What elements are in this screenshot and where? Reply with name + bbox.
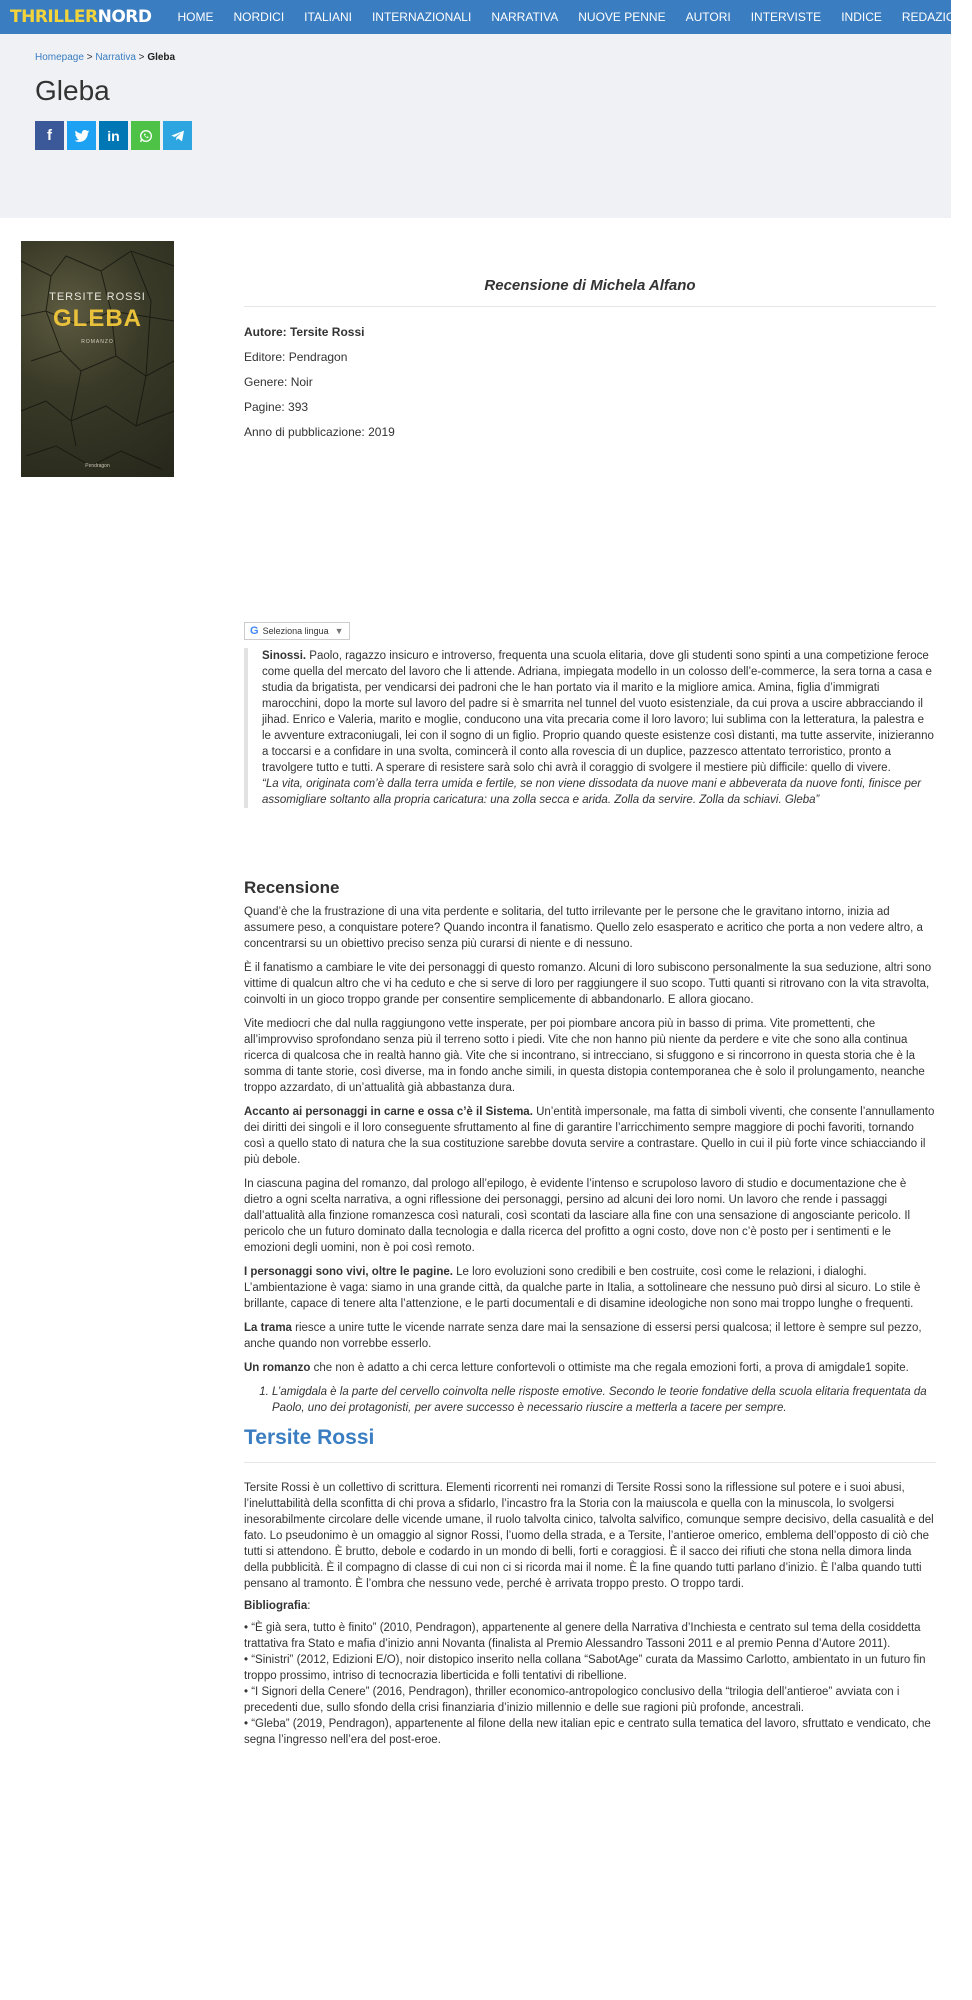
nav-item-nuove-penne[interactable]: NUOVE PENNE: [578, 10, 666, 24]
author-section: [244, 1480, 936, 1748]
review-heading: Recensione: [244, 878, 340, 897]
author-heading: Tersite Rossi: [244, 1426, 936, 1463]
telegram-share-button[interactable]: [163, 121, 192, 150]
facebook-share-button[interactable]: [35, 121, 64, 150]
book-cover: [21, 241, 174, 477]
breadcrumb-home-link[interactable]: Homepage: [35, 52, 84, 63]
whatsapp-share-button[interactable]: [131, 121, 160, 150]
bibliography-heading: Bibliografia: [244, 1600, 308, 1612]
detail-pages: Pagine: 393: [244, 400, 309, 414]
breadcrumb: [35, 52, 951, 63]
nav-item-nordici[interactable]: NORDICI: [233, 10, 285, 24]
bibliography-item: • “Gleba” (2019, Pendragon), appartenente al filone della new italian epic e centrato sulla tematica del lavoro, sfruttato e vendicato, che segna l’ingresso nell’era del post-eroe.: [244, 1718, 931, 1746]
top-navigation: [0, 0, 972, 34]
chevron-down-icon: ▼: [334, 626, 344, 636]
telegram-icon: [170, 128, 186, 144]
page-title: Gleba: [35, 75, 110, 106]
footnotes: [272, 1384, 936, 1416]
book-details: [244, 324, 395, 449]
nav-item-interviste[interactable]: INTERVISTE: [750, 10, 822, 24]
cover-subtitle: ROMANZO: [81, 339, 114, 345]
linkedin-icon: in: [107, 127, 120, 144]
cover-texture: [21, 241, 174, 477]
synopsis-text: [262, 648, 936, 776]
review-paragraph: [244, 1360, 936, 1376]
review-author: Recensione di Michela Alfano: [244, 277, 936, 307]
twitter-share-button[interactable]: [67, 121, 96, 150]
synopsis-block: [244, 648, 936, 808]
google-icon: G: [250, 625, 259, 637]
facebook-icon: f: [47, 127, 52, 144]
detail-author: Autore: Tersite Rossi: [244, 325, 365, 339]
synopsis-body: Paolo, ragazzo insicuro e introverso, frequenta una scuola elitaria, dove gli studenti sono spinti a una competizione feroce come quella del mercato del lavoro che li attende. Adriana, impiegata modello in un colosso dell’e-commerce, la sera torna a casa e studia da brigatista, per vendicarsi dei padroni che le han portato via il marito e la migliore amica. Amina, figlia d’immigrati marocchini, dopo la morte sul lavoro del padre si è smarrita nel tunnel del vuoto esistenziale, da cui prova a uscire abbracciando il jihad. Enrico e Valeria, marito e moglie, conducono una vita precaria come il loro lavoro; lui sublima con la letteratura, la palestra e le avventure extraconiugali, lei con il sogno di un figlio. Proprio quando queste esistenze così distanti, ma tutte asservite, inizieranno a toccarsi e a confidare in una svolta, comincerà il conto alla rovescia di un duplice, pazzesco attentato terroristico, pronto a travolgere tutto e tutti. A sperare di resistere sarà solo chi avrà il coraggio di svolgere il mestiere più difficile: quello di vivere.: [262, 650, 934, 774]
breadcrumb-narrativa-link[interactable]: Narrativa: [95, 52, 136, 63]
cover-publisher: Pendragon: [85, 463, 110, 469]
footnote-item: 1. L’amigdala è la parte del cervello coinvolta nelle risposte emotive. Secondo le teorie fondative della scuola elitaria frequentata da Paolo, uno dei protagonisti, per avere successo è necessario riuscire a metterla a tacere per sempre.: [272, 1384, 936, 1416]
nav-item-autori[interactable]: AUTORI: [685, 10, 731, 24]
bibliography-item: • “È già sera, tutto è finito” (2010, Pendragon), appartenente al genere della Narrativa d’Inchiesta e centrato sul tema della cosiddetta trattativa fra Stato e mafia d’inizio anni Novanta (finalista al Premio Alessandro Tassoni 2011 e al premio Penna d’Autore 2011).: [244, 1622, 921, 1650]
breadcrumb-separator: >: [83, 52, 96, 63]
linkedin-share-button[interactable]: [99, 121, 128, 150]
cover-author: TERSITE ROSSI: [49, 291, 146, 303]
breadcrumb-separator: >: [135, 52, 148, 63]
cover-title: GLEBA: [53, 305, 142, 332]
nav-item-italiani[interactable]: ITALIANI: [304, 10, 352, 24]
detail-year: Anno di pubblicazione: 2019: [244, 425, 395, 439]
nav-item-redazione[interactable]: REDAZIONE: [901, 10, 972, 24]
bibliography-item: • “Sinistri” (2012, Edizioni E/O), noir distopico inserito nella collana “SabotAge” curata da Massimo Carlotto, ambientato in un futuro fin troppo prossimo, intriso di tecnocrazia liberticida e folli tentativi di ribellione.: [244, 1654, 926, 1682]
review-paragraph: È il fanatismo a cambiare le vite dei personaggi di questo romanzo. Alcuni di loro subiscono personalmente la sua seduzione, altri sono vittime di qualcun altro che vi ha ceduto e che si serve di loro per raggiungere il suo scopo. Tutti quanti si ritrovano con la vita stravolta, coinvolti in un gioco troppo grande per consentire semplicemente di abbandonarlo. E allora giocano.: [244, 962, 932, 1006]
language-select[interactable]: [244, 622, 350, 640]
review-paragraph-text: Un’entità impersonale, ma fatta di simboli viventi, che consente l’annullamento dei diritti dei singoli e il loro conseguente sfruttamento al fine di garantire l’arricchimento sempre maggiore di pochi favoriti, tornando così a quello stato di natura che la sua costituzione sarebbe dovuta servire a contrastare. Quello in cui il più forte vince schiacciando il più debole.: [244, 1106, 935, 1166]
review-paragraph-lead: La trama: [244, 1322, 292, 1334]
review-paragraph-lead: I personaggi sono vivi, oltre le pagine.: [244, 1266, 453, 1278]
detail-genre: Genere: Noir: [244, 375, 313, 389]
review-paragraph-text: Le loro evoluzioni sono credibili e ben costruite, così come le relazioni, i dialoghi. L’ambientazione è vaga: siamo in una grande città, da qualche parte in Italia, a sottolineare che nessuno può dirsi al sicuro. Lo stile è brillante, capace di tenere alta l’attenzione, e le parti documentali e di disamine ideologiche non sono mai troppo lunghe o frequenti.: [244, 1266, 921, 1310]
review-paragraph: In ciascuna pagina del romanzo, dal prologo all’epilogo, è evidente l’intenso e scrupoloso lavoro di studio e documentazione che è dietro a ogni scelta narrativa, a ogni riflessione dei personaggi, persino ad alcuni dei loro nomi. Un lavoro che rende i passaggi dall’attualità alla finzione romanzesca così naturali, così scontati da lasciare alla fine con una sensazione di angosciante pericolo. Il pericolo che un futuro dominato dalla tecnologia e dalla ricerca del profitto a ogni costo, dove non c’è posto per i sentimenti e le emozioni degli uomini, non è poi così remoto.: [244, 1178, 911, 1254]
page-header: [0, 34, 951, 218]
review-paragraph-text: che non è adatto a chi cerca letture confortevoli o ottimiste ma che regala emozioni forti, a prova di amigdale1 sopite.: [310, 1362, 909, 1374]
logo-text-thriller: THRILLER: [10, 7, 98, 27]
review-body: [244, 904, 936, 1416]
site-logo[interactable]: [10, 7, 152, 27]
twitter-icon: [74, 128, 90, 144]
breadcrumb-current: Gleba: [147, 52, 176, 63]
nav-item-home[interactable]: HOME: [177, 10, 214, 24]
bibliography-list: [244, 1620, 936, 1748]
language-select-label: Seleziona lingua: [262, 626, 329, 636]
bibliography-heading-line: [244, 1598, 936, 1614]
synopsis-lead: Sinossi.: [262, 650, 307, 662]
bibliography-item: • “I Signori della Cenere” (2016, Pendragon), thriller economico-antropologico conclusivo della “trilogia dell’antieroe” avviata con i precedenti due, sullo sfondo della crisi finanziaria d’inizio millennio e delle sue ragioni più profonde, ancestrali.: [244, 1686, 900, 1714]
review-paragraph: [244, 1320, 936, 1352]
review-paragraph-lead: Accanto ai personaggi in carne e ossa c’è il Sistema.: [244, 1106, 533, 1118]
review-paragraph: [244, 1264, 936, 1312]
synopsis-quote: “La vita, originata com’è dalla terra umida e fertile, se non viene dissodata da nuove mani e abbeverata da nuove fonti, finisce per assomigliare soltanto alla propria caricatura: una zolla secca e arida. Zolla da servire. Zolla da schiavi. Gleba”: [262, 778, 922, 806]
nav-item-narrativa[interactable]: NARRATIVA: [491, 10, 559, 24]
review-paragraph: [244, 1104, 936, 1168]
logo-text-nord: NORD: [97, 7, 152, 27]
share-buttons: [35, 121, 951, 150]
nav-item-internazionali[interactable]: INTERNAZIONALI: [371, 10, 472, 24]
nav-item-indice[interactable]: INDICE: [841, 10, 882, 24]
whatsapp-icon: [138, 128, 154, 144]
review-paragraph: Quand’è che la frustrazione di una vita perdente e solitaria, del tutto irrilevante per le persone che le gravitano intorno, inizia ad assumere peso, a conquistare potere? Quando incontra il fanatismo. Quello zelo esasperato e acritico che porta a non vedere altro, a concentrarsi su un obiettivo preciso senza più curarsi di niente e di nessuno.: [244, 906, 923, 950]
review-paragraph: Vite mediocri che dal nulla raggiungono vette insperate, per poi piombare ancora più in basso di prima. Vite promettenti, che all’improvviso sprofondano senza più il terreno sotto i piedi. Vite che non hanno più niente da perdere e vite che sono alla continua ricerca di qualcosa che in realtà hanno già. Vite che si incontrano, si intrecciano, si sfuggono e si rincorrono in questa storia che è la somma di tante storie, così diverse, ma in fondo anche simili, in questa distopia contemporanea che è solo il prolungamento, neanche troppo azzardato, di un’attualità già abbastanza dura.: [244, 1018, 925, 1094]
detail-publisher: Editore: Pendragon: [244, 350, 348, 364]
author-bio: Tersite Rossi è un collettivo di scrittura. Elementi ricorrenti nei romanzi di Tersite Rossi sono la riflessione sul potere e i suoi abusi, l’ineluttabilità della sconfitta di chi prova a sfidarlo, l’incastro fra la Storia con la maiuscola e quella con la minuscola, lo svolgersi inesorabilmente circolare delle vicende umane, il ruolo talvolta cinico, talvolta salvifico, comunque sempre decisivo, della casualità e del fato. Lo pseudonimo è un omaggio al signor Rossi, l’uomo della strada, e a Tersite, l’antieroe omerico, emblema dell’opposto di ciò che tutti si attendono. È brutto, debole e codardo in un mondo di belli, forti e coraggiosi. È il sacco dei rifiuti che stona nella dimora linda della pubblicità. È il compagno di classe di cui non ci si ricorda mai il nome. È la fine quando tutti parlano d’inizio. È l’alba quando tutti pensano al tramonto. È l’ombra che nessuno vede, perché è arrivata troppo presto. O troppo tardi.: [244, 1482, 934, 1590]
bibliography-colon: :: [307, 1600, 311, 1612]
review-paragraph-lead: Un romanzo: [244, 1362, 311, 1374]
review-paragraph-text: riesce a unire tutte le vicende narrate senza dare mai la sensazione di essersi persi qualcosa; il lettore è sempre sul pezzo, anche quando non vorrebbe esserlo.: [244, 1322, 922, 1350]
